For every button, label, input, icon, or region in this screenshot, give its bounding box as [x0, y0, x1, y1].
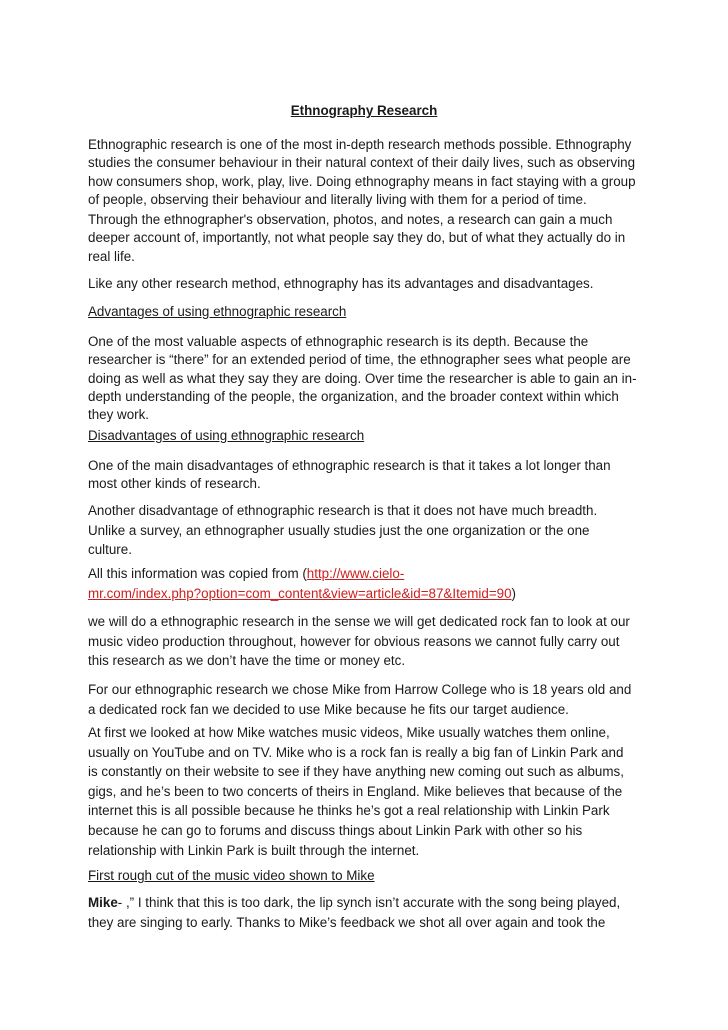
text-line: Another disadvantage of ethnographic research is that it does not have much breadth.	[88, 503, 598, 518]
feedback-text: - ,” I think that this is too dark, the lip synch isn’t accurate with the song being played,	[117, 895, 621, 910]
paragraph-intro	[88, 136, 648, 209]
paragraph-participant	[88, 680, 648, 719]
paragraph-source	[88, 564, 648, 603]
text-line: At first we looked at how Mike watches music videos, Mike usually watches them online,	[88, 725, 610, 740]
paragraph-plan	[88, 612, 648, 671]
source-link-continued[interactable]: mr.com/index.php?option=com_content&view=article&id=87&Itemid=90	[88, 585, 512, 601]
text-line: For our ethnographic research we chose Mike from Harrow College who is 18 years old and	[88, 682, 632, 697]
text-line: doing as well as what they say they are doing. Over time the researcher is able to gain an in-	[88, 370, 637, 386]
text-line: culture.	[88, 542, 132, 558]
text-line: relationship with Linkin Park is built through the internet.	[88, 842, 420, 858]
text-line: deeper account of, importantly, not what people say they do, but of what they actually do in	[88, 230, 626, 246]
text-line: this research as we don’t have the time or money etc.	[88, 653, 406, 669]
heading-advantages: Advantages of using ethnographic research	[88, 304, 347, 319]
text-line: because he can go to forums and discuss things about Linkin Park with other so his	[88, 822, 583, 838]
paragraph-feedback	[88, 893, 648, 932]
text-line: a dedicated rock fan we decided to use Mike because he fits our target audience.	[88, 701, 569, 717]
text-line: most other kinds of research.	[88, 476, 261, 492]
text-line: is constantly on their website to see if they have anything new coming out such as albums,	[88, 764, 624, 780]
paragraph-advantages	[88, 333, 648, 424]
page-title: Ethnography Research	[290, 103, 438, 118]
source-prefix: All this information was copied from (	[88, 566, 307, 581]
text-line: they are singing to early. Thanks to Mike’s feedback we shot all over again and took the	[88, 914, 606, 930]
speaker-name: Mike	[88, 895, 118, 910]
text-line: real life.	[88, 248, 135, 264]
text-line	[88, 893, 648, 913]
text-line: we will do a ethnographic research in the sense we will get dedicated rock fan to look at our	[88, 614, 630, 629]
text-line: researcher is “there” for an extended period of time, the ethnographer sees what people are	[88, 352, 631, 368]
text-line: of people, observing their behaviour and literally living with them for a period of time.	[88, 191, 587, 207]
paragraph-methods	[88, 275, 648, 293]
source-link[interactable]: http://www.cielo-	[306, 566, 405, 581]
paragraph-disadvantage-time	[88, 457, 648, 494]
text-line: internet this is all possible because he thinks he’s got a real relationship with Linkin Park	[88, 803, 610, 819]
text-line: One of the main disadvantages of ethnographic research is that it takes a lot longer than	[88, 458, 611, 473]
source-suffix: )	[511, 585, 517, 601]
text-line: Ethnographic research is one of the most in-depth research methods possible. Ethnography	[88, 137, 632, 152]
text-line: depth understanding of the people, the organization, and the broader context within which	[88, 388, 619, 404]
text-line: Like any other research method, ethnography has its advantages and disadvantages.	[88, 276, 594, 291]
text-line: usually on YouTube and on TV. Mike who is a rock fan is really a big fan of Linkin Park and	[88, 744, 624, 760]
text-line: music video production throughout, however for obvious reasons we cannot fully carry out	[88, 633, 620, 649]
paragraph-observation	[88, 211, 648, 266]
text-line: Through the ethnographer's observation, photos, and notes, a research can gain a much	[88, 212, 613, 227]
text-line: they work.	[88, 407, 150, 423]
paragraph-disadvantage-breadth	[88, 501, 648, 560]
paragraph-observation-mike	[88, 723, 648, 860]
text-line	[88, 564, 648, 584]
heading-disadvantages: Disadvantages of using ethnographic research	[88, 428, 365, 443]
text-line: studies the consumer behaviour in their natural context of their daily lives, such as observing	[88, 155, 636, 171]
text-line: gigs, and he’s been to two concerts of theirs in England. Mike believes that because of the	[88, 783, 623, 799]
text-line: One of the most valuable aspects of ethnographic research is its depth. Because the	[88, 334, 589, 349]
heading-rough-cut: First rough cut of the music video shown to Mike	[88, 868, 375, 883]
text-line: how consumers shop, work, play, live. Doing ethnography means in fact staying with a group	[88, 173, 636, 189]
text-line	[88, 584, 648, 604]
text-line: Unlike a survey, an ethnographer usually studies just the one organization or the one	[88, 522, 590, 538]
